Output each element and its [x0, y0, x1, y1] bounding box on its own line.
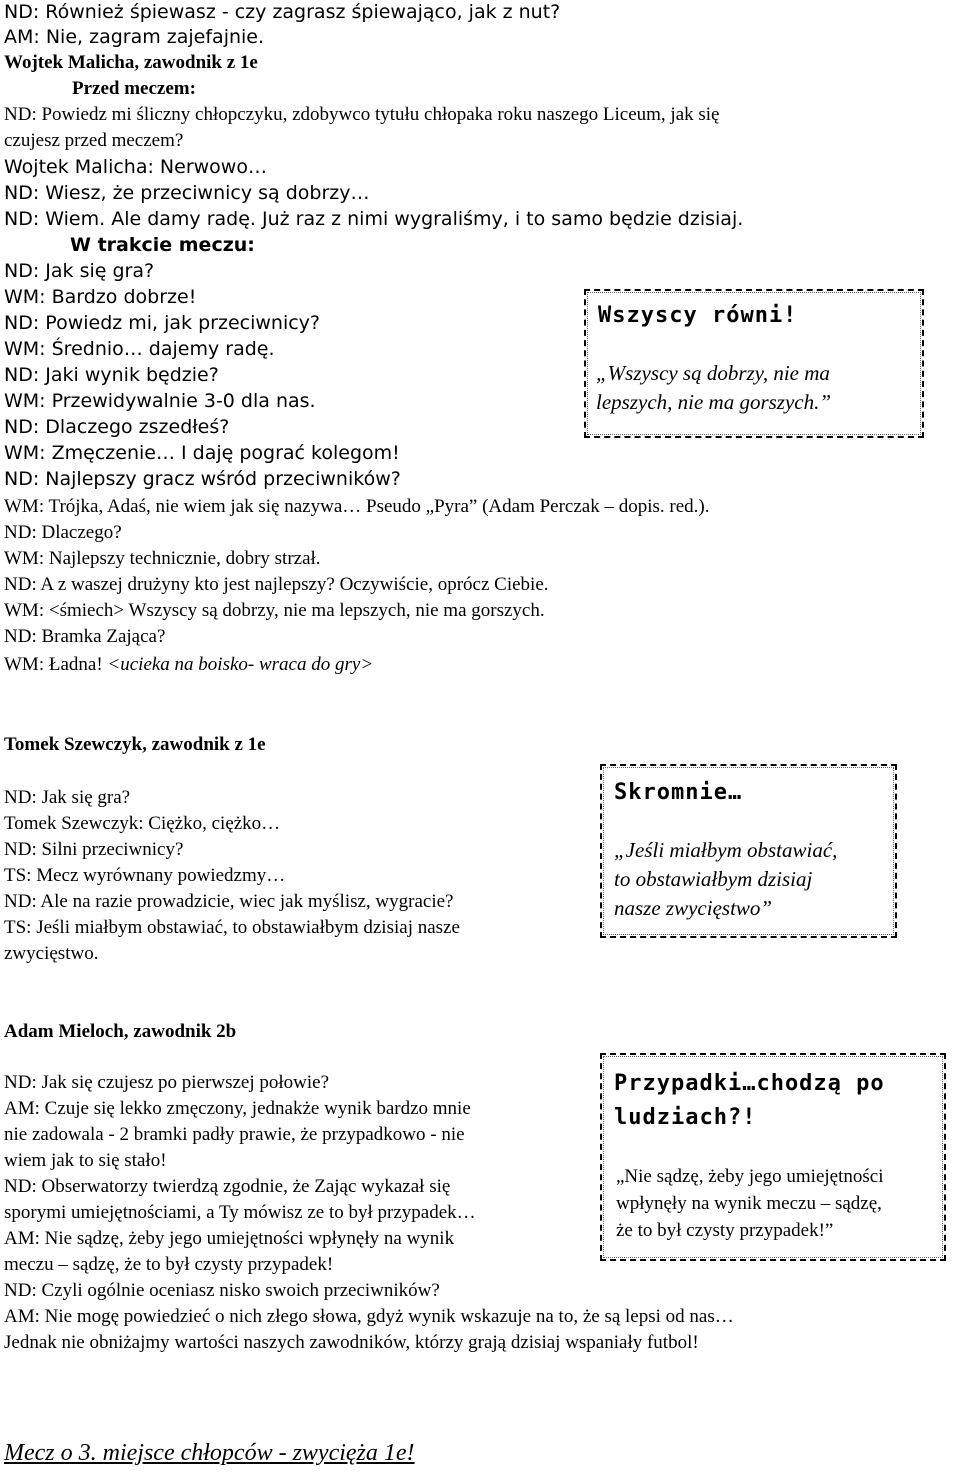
text-line: Wojtek Malicha: Nerwowo…	[4, 156, 267, 178]
text-line: meczu – sądzę, że to był czysty przypadek!	[4, 1254, 334, 1275]
text-line: ND: Jak się gra?	[4, 260, 155, 282]
text-line: Tomek Szewczyk: Ciężko, ciężko…	[4, 813, 281, 834]
callout-quote: wpłynęły na wynik meczu – sądzę,	[616, 1193, 882, 1214]
callout-quote: „Nie sądzę, żeby jego umiejętności	[616, 1166, 884, 1187]
text-line: WM: Trójka, Adaś, nie wiem jak się nazywa… Pseudo „Pyra” (Adam Perczak – dopis. red.).	[4, 496, 710, 517]
text-line: ND: Wiem. Ale damy radę. Już raz z nimi wygraliśmy, i to samo będzie dzisiaj.	[4, 208, 744, 230]
text-line: ND: Czyli ogólnie oceniasz nisko swoich przeciwników?	[4, 1280, 440, 1301]
stage-direction: <ucieka na boisko- wraca do gry>	[107, 654, 374, 675]
text-line: ND: Dlaczego zszedłeś?	[4, 416, 230, 438]
text-line: TS: Jeśli miałbym obstawiać, to obstawiałbym dzisiaj nasze	[4, 917, 460, 938]
callout-title: Wszyscy równi!	[598, 303, 798, 328]
text-line: Jednak nie obniżajmy wartości naszych zawodników, którzy grają dzisiaj wspaniały futbol!	[4, 1332, 699, 1353]
text-line: ND: Silni przeciwnicy?	[4, 839, 184, 860]
text-line: sporymi umiejętnościami, a Ty mówisz ze to był przypadek…	[4, 1202, 476, 1223]
callout-title: Skromnie…	[614, 780, 743, 805]
text-line: ND: Bramka Zająca?	[4, 626, 166, 647]
callout-quote: że to był czysty przypadek!”	[616, 1220, 834, 1241]
subheading-before: Przed meczem:	[72, 78, 196, 99]
interview-heading: Wojtek Malicha, zawodnik z 1e	[4, 52, 258, 73]
text-line: ND: A z waszej drużyny kto jest najlepszy? Oczywiście, oprócz Ciebie.	[4, 574, 549, 595]
text-line: ND: Najlepszy gracz wśród przeciwników?	[4, 468, 401, 490]
callout-box	[584, 289, 924, 438]
callout-quote: „Wszyscy są dobrzy, nie ma	[596, 361, 830, 385]
callout-box	[600, 1053, 946, 1261]
callout-quote: „Jeśli miałbym obstawiać,	[614, 838, 838, 862]
text-line: ND: Jaki wynik będzie?	[4, 364, 219, 386]
text-line: WM: <śmiech> Wszyscy są dobrzy, nie ma lepszych, nie ma gorszych.	[4, 600, 545, 621]
text-line: ND: Dlaczego?	[4, 522, 122, 543]
text-line: TS: Mecz wyrównany powiedzmy…	[4, 865, 286, 886]
text-line: ND: Wiesz, że przeciwnicy są dobrzy…	[4, 182, 370, 204]
text-line: wiem jak to się stało!	[4, 1150, 167, 1171]
callout-quote: lepszych, nie ma gorszych.”	[596, 390, 832, 414]
text-line: WM: Najlepszy technicznie, dobry strzał.	[4, 548, 321, 569]
line-prefix: WM: Ładna!	[4, 654, 108, 675]
text-line: AM: Nie, zagram zajefajnie.	[4, 26, 265, 48]
text-line: AM: Nie mogę powiedzieć o nich złego słowa, gdyż wynik wskazuje na to, że są lepsi od nas…	[4, 1306, 734, 1327]
callout-box	[600, 764, 897, 938]
footer-result: Mecz o 3. miejsce chłopców - zwycięża 1e!	[4, 1440, 415, 1466]
callout-quote: to obstawiałbym dzisiaj	[614, 867, 813, 891]
text-line: AM: Nie sądzę, żeby jego umiejętności wpłynęły na wynik	[4, 1228, 455, 1249]
text-line: ND: Również śpiewasz - czy zagrasz śpiewająco, jak z nut?	[4, 1, 561, 23]
text-line: ND: Ale na razie prowadzicie, wiec jak myślisz, wygracie?	[4, 891, 454, 912]
text-line: ND: Powiedz mi, jak przeciwnicy?	[4, 312, 320, 334]
text-line: ND: Jak się gra?	[4, 787, 131, 808]
callout-quote: nasze zwycięstwo”	[614, 896, 773, 920]
text-line: WM: Bardzo dobrze!	[4, 286, 197, 308]
interview-heading: Tomek Szewczyk, zawodnik z 1e	[4, 734, 266, 755]
text-line: czujesz przed meczem?	[4, 130, 184, 151]
callout-title: Przypadki…chodzą po	[614, 1071, 885, 1096]
callout-title: ludziach?!	[614, 1105, 757, 1130]
text-line: ND: Obserwatorzy twierdzą zgodnie, że Zając wykazał się	[4, 1176, 451, 1197]
text-line: WM: Zmęczenie… I daję pograć kolegom!	[4, 442, 400, 464]
text-line: WM: Przewidywalnie 3-0 dla nas.	[4, 390, 316, 412]
text-line	[4, 653, 373, 677]
interview-heading: Adam Mieloch, zawodnik 2b	[4, 1021, 237, 1042]
text-line: ND: Jak się czujesz po pierwszej połowie?	[4, 1072, 330, 1093]
text-line: WM: Średnio… dajemy radę.	[4, 338, 275, 360]
text-line: AM: Czuje się lekko zmęczony, jednakże wynik bardzo mnie	[4, 1098, 471, 1119]
subheading-during: W trakcie meczu:	[70, 234, 255, 256]
text-line: zwycięstwo.	[4, 943, 99, 964]
text-line: ND: Powiedz mi śliczny chłopczyku, zdobywco tytułu chłopaka roku naszego Liceum, jak się	[4, 104, 720, 125]
text-line: nie zadowala - 2 bramki padły prawie, że przypadkowo - nie	[4, 1124, 465, 1145]
